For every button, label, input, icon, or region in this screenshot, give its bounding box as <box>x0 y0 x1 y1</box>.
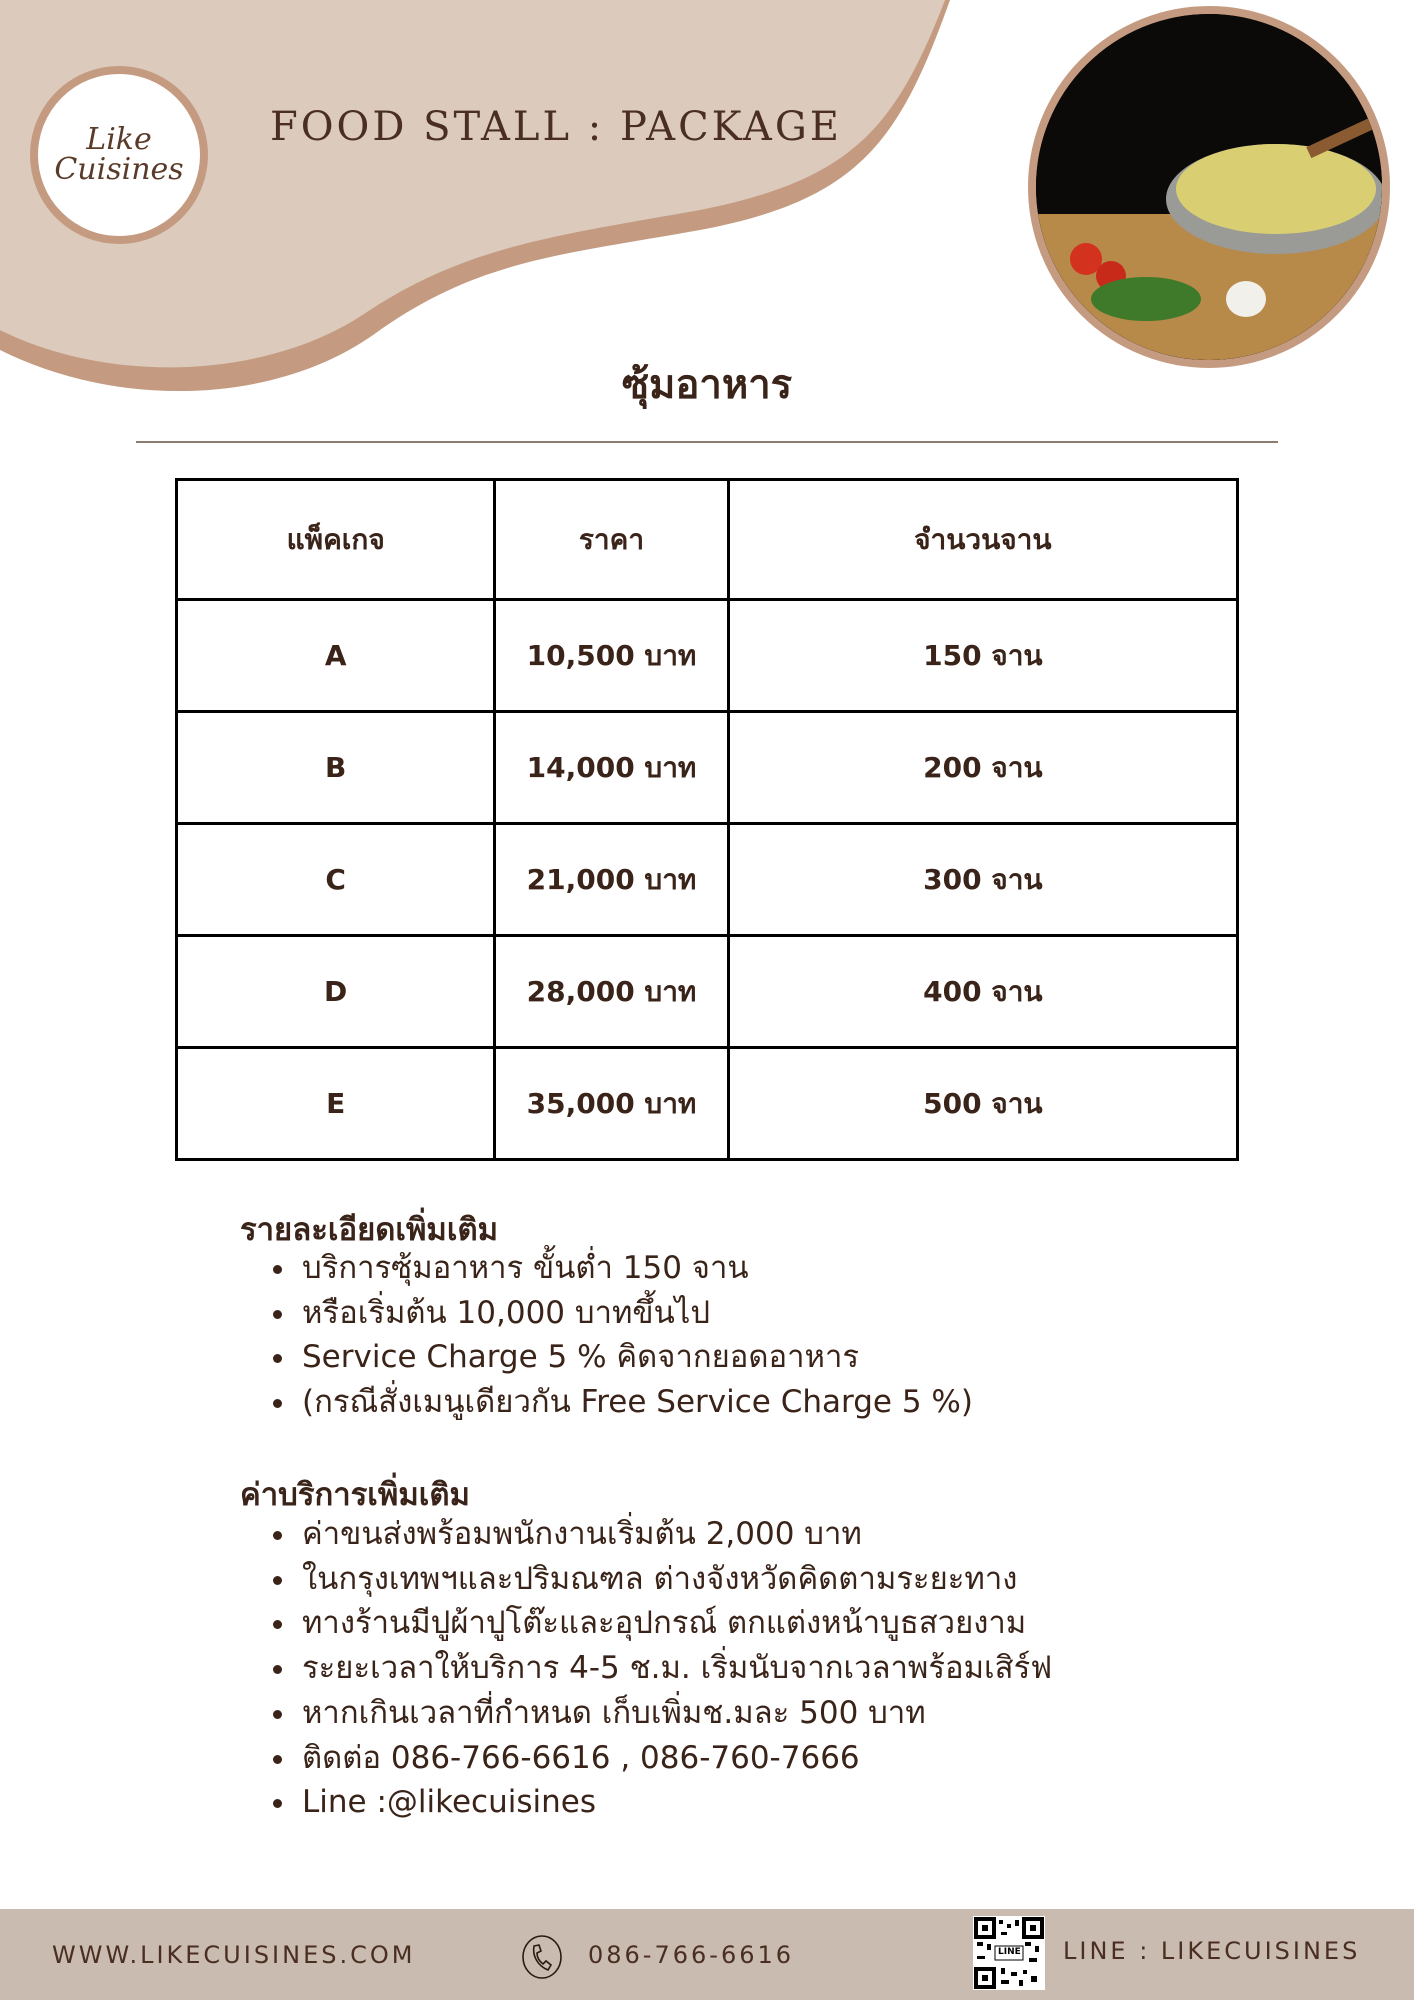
package-cell: E <box>177 1048 495 1160</box>
list-item: • Service Charge 5 % คิดจากยอดอาหาร <box>298 1335 973 1380</box>
list-item: • หรือเริ่มต้น 10,000 บาทขึ้นไป <box>298 1291 973 1336</box>
plates-cell: 400 จาน <box>728 936 1237 1048</box>
list-item: • ระยะเวลาให้บริการ 4-5 ช.ม. เริ่มนับจากเวลาพร้อมเสิร์ฟ <box>298 1646 1052 1691</box>
column-header-price: ราคา <box>495 480 728 600</box>
extra-fees-list <box>262 1512 1052 1825</box>
plates-cell: 500 จาน <box>728 1048 1237 1160</box>
package-table <box>175 478 1239 1161</box>
footer-line-id[interactable]: LINE : LIKECUISINES <box>1063 1937 1361 1965</box>
list-item: • บริการซุ้มอาหาร ขั้นต่ำ 150 จาน <box>298 1246 973 1291</box>
pasta-pan-photo-icon <box>1036 14 1382 360</box>
table-row <box>177 712 1238 824</box>
list-item: • Line :@likecuisines <box>298 1780 1052 1825</box>
table-row <box>177 824 1238 936</box>
plates-cell: 300 จาน <box>728 824 1237 936</box>
section-heading: ซุ้มอาหาร <box>621 362 793 408</box>
food-photo <box>1028 6 1390 368</box>
package-cell: A <box>177 600 495 712</box>
price-cell: 28,000 บาท <box>495 936 728 1048</box>
plates-cell: 200 จาน <box>728 712 1237 824</box>
list-item: • ในกรุงเทพฯและปริมณฑล ต่างจังหวัดคิดตามระยะทาง <box>298 1557 1052 1602</box>
table-header-row <box>177 480 1238 600</box>
phone-icon <box>520 1934 564 1980</box>
table-row <box>177 600 1238 712</box>
qr-label: LINE <box>998 1947 1021 1957</box>
footer-phone[interactable]: 086-766-6616 <box>588 1941 795 1969</box>
extra-fees-title: ค่าบริการเพิ่มเติม <box>240 1477 470 1513</box>
price-cell: 21,000 บาท <box>495 824 728 936</box>
list-item: • ติดต่อ 086-766-6616 , 086-760-7666 <box>298 1736 1052 1781</box>
logo-text: Like Cuisines <box>54 122 184 187</box>
package-cell: B <box>177 712 495 824</box>
table-row <box>177 936 1238 1048</box>
price-cell: 10,500 บาท <box>495 600 728 712</box>
plates-cell: 150 จาน <box>728 600 1237 712</box>
divider <box>136 441 1278 443</box>
logo <box>30 66 208 244</box>
column-header-package: แพ็คเกจ <box>177 480 495 600</box>
page-title: FOOD STALL : PACKAGE <box>270 104 842 150</box>
list-item: • (กรณีสั่งเมนูเดียวกัน Free Service Charge 5 %) <box>298 1380 973 1425</box>
price-cell: 35,000 บาท <box>495 1048 728 1160</box>
price-cell: 14,000 บาท <box>495 712 728 824</box>
package-cell: C <box>177 824 495 936</box>
details-list <box>262 1246 973 1425</box>
line-qr-code[interactable] <box>973 1916 1045 1990</box>
website-link[interactable]: WWW.LIKECUISINES.COM <box>52 1941 416 1969</box>
details-title: รายละเอียดเพิ่มเติม <box>240 1212 499 1248</box>
list-item: • ค่าขนส่งพร้อมพนักงานเริ่มต้น 2,000 บาท <box>298 1512 1052 1557</box>
list-item: • ทางร้านมีปูผ้าปูโต๊ะและอุปกรณ์ ตกแต่งหน้าบูธสวยงาม <box>298 1601 1052 1646</box>
column-header-plates: จำนวนจาน <box>728 480 1237 600</box>
package-cell: D <box>177 936 495 1048</box>
table-row <box>177 1048 1238 1160</box>
list-item: • หากเกินเวลาที่กำหนด เก็บเพิ่มช.มละ 500 บาท <box>298 1691 1052 1736</box>
